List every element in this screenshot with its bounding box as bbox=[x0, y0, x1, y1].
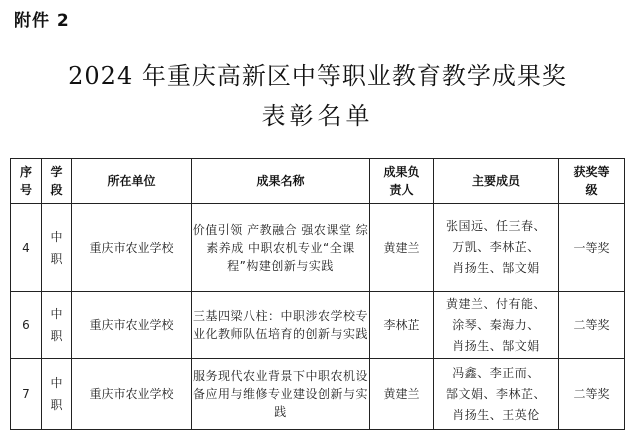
cell-achievement-name: 三基四梁八柱：中职涉农学校专业化教师队伍培育的创新与实践 bbox=[192, 292, 370, 359]
header-stage: 学 段 bbox=[42, 159, 72, 204]
cell-award-level: 一等奖 bbox=[559, 204, 625, 292]
header-name: 成果名称 bbox=[192, 159, 370, 204]
cell-unit: 重庆市农业学校 bbox=[72, 204, 192, 292]
cell-unit: 重庆市农业学校 bbox=[72, 292, 192, 359]
header-seq: 序 号 bbox=[11, 159, 42, 204]
cell-unit: 重庆市农业学校 bbox=[72, 359, 192, 430]
cell-leader: 黄建兰 bbox=[370, 359, 434, 430]
table-row bbox=[11, 292, 625, 359]
cell-members: 张国远、任三春、 万凯、李林芷、 肖扬生、郜文娟 bbox=[434, 204, 559, 292]
header-members: 主要成员 bbox=[434, 159, 559, 204]
cell-award-level: 二等奖 bbox=[559, 359, 625, 430]
award-table bbox=[10, 158, 625, 430]
cell-seq: 7 bbox=[11, 359, 42, 430]
cell-achievement-name: 服务现代农业背景下中职农机设备应用与维修专业建设创新与实践 bbox=[192, 359, 370, 430]
attachment-label: 附件 2 bbox=[14, 11, 70, 31]
cell-seq: 4 bbox=[11, 204, 42, 292]
document-subtitle: 表彰名单 bbox=[261, 102, 374, 130]
header-award: 获奖等 级 bbox=[559, 159, 625, 204]
table-row bbox=[11, 204, 625, 292]
cell-members: 黄建兰、付有能、 涂琴、秦海力、 肖扬生、郜文娟 bbox=[434, 292, 559, 359]
cell-stage: 中 职 bbox=[42, 204, 72, 292]
cell-achievement-name: 价值引领 产教融合 强农课堂 综素养成 中职农机专业“全课程”构建创新与实践 bbox=[192, 204, 370, 292]
cell-leader: 黄建兰 bbox=[370, 204, 434, 292]
cell-leader: 李林芷 bbox=[370, 292, 434, 359]
document-title: 2024 年重庆高新区中等职业教育教学成果奖 bbox=[68, 62, 567, 90]
cell-stage: 中 职 bbox=[42, 292, 72, 359]
cell-seq: 6 bbox=[11, 292, 42, 359]
cell-members: 冯鑫、李正而、 郜文娟、李林芷、 肖扬生、王英伦 bbox=[434, 359, 559, 430]
cell-stage: 中 职 bbox=[42, 359, 72, 430]
header-unit: 所在单位 bbox=[72, 159, 192, 204]
table-header-row bbox=[11, 159, 625, 204]
cell-award-level: 二等奖 bbox=[559, 292, 625, 359]
header-leader: 成果负 责人 bbox=[370, 159, 434, 204]
table-row bbox=[11, 359, 625, 430]
